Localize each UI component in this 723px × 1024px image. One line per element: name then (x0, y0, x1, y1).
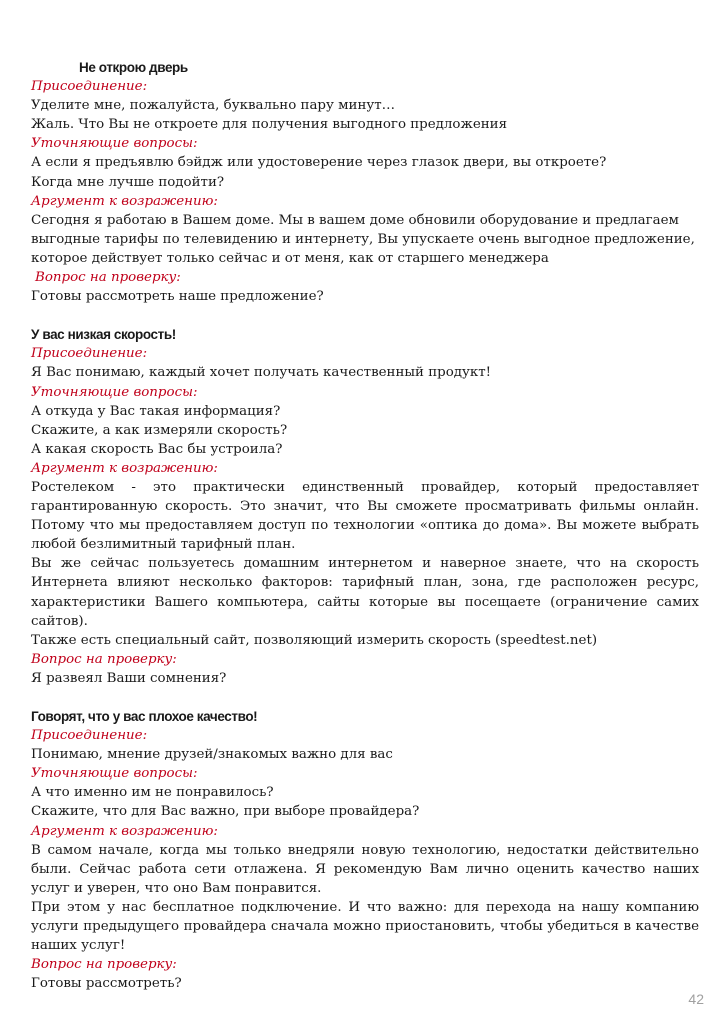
spacer (31, 688, 699, 707)
join-line: Жаль. Что Вы не откроете для получения выгодного предложения (31, 117, 508, 133)
section-title: У вас низкая скорость! (31, 327, 176, 343)
argument-paragraph: Также есть специальный сайт, позволяющий измерить скорость (speedtest.net) (31, 632, 598, 648)
label-check: Вопрос на проверку: (31, 957, 177, 973)
question-line: А какая скорость Вас бы устроила? (31, 441, 283, 457)
label-check: Вопрос на проверку: (35, 270, 181, 286)
question-line: Скажите, а как измеряли скорость? (31, 422, 288, 438)
label-questions: Уточняющие вопросы: (31, 136, 198, 152)
label-questions: Уточняющие вопросы: (31, 766, 198, 782)
label-join: Присоединение: (31, 728, 148, 744)
argument-paragraph: В самом начале, когда мы только внедряли новую технологию, недостатки действительно были. Сейчас работа сети отлажена. Я рекомендую Вам лично оценить качество наших услуг и уверен, что оно Вам понравится. (31, 842, 699, 896)
document-page (31, 58, 699, 993)
question-line: А если я предъявлю бэйдж или удостоверение через глазок двери, вы откроете? (31, 155, 607, 171)
question-line: А что именно им не понравилось? (31, 785, 274, 801)
label-argument: Аргумент к возражению: (31, 823, 218, 839)
label-questions: Уточняющие вопросы: (31, 384, 198, 400)
argument-paragraph: Ростелеком - это практически единственный провайдер, который предоставляет гарантированную скорость. Это значит, что Вы сможете просматривать фильмы онлайн. Потому что мы предоставляем доступ по технологии «оптика до дома». Вы можете выбрать любой безлимитный тарифный план. (31, 479, 699, 553)
label-argument: Аргумент к возражению: (31, 460, 218, 476)
label-join: Присоединение: (31, 346, 148, 362)
argument-paragraph: При этом у нас бесплатное подключение. И что важно: для перехода на нашу компанию услуги предыдущего провайдера сначала можно приостановить, чтобы убедиться в качестве наших услуг! (31, 899, 699, 954)
spacer (31, 306, 699, 325)
question-line: Когда мне лучше подойти? (31, 174, 225, 190)
join-line: Понимаю, мнение друзей/знакомых важно для вас (31, 747, 393, 763)
page-number: 42 (688, 991, 704, 1007)
question-line: А откуда у Вас такая информация? (31, 403, 281, 419)
argument-paragraph: Сегодня я работаю в Вашем доме. Мы в вашем доме обновили оборудование и предлагаем выгодные тарифы по телевидению и интернету, Вы упускаете очень выгодное предложение, которое действует только сейчас и от меня, как от старшего менеджера (31, 212, 695, 266)
check-line: Готовы рассмотреть? (31, 976, 182, 992)
label-argument: Аргумент к возражению: (31, 193, 218, 209)
check-line: Я развеял Ваши сомнения? (31, 670, 227, 686)
label-join: Присоединение: (31, 79, 148, 95)
question-line: Скажите, что для Вас важно, при выборе провайдера? (31, 804, 420, 820)
label-check: Вопрос на проверку: (31, 651, 177, 667)
check-line: Готовы рассмотреть наше предложение? (31, 289, 324, 305)
section-title: Говорят, что у вас плохое качество! (31, 709, 258, 724)
join-line: Я Вас понимаю, каждый хочет получать качественный продукт! (31, 365, 492, 381)
join-line: Уделите мне, пожалуйста, буквально пару минут… (31, 98, 396, 114)
argument-paragraph: Вы же сейчас пользуетесь домашним интернетом и наверное знаете, что на скорость Интернета влияют несколько факторов: тарифный план, зона, где расположен ресурс, характеристики Вашего компьютера, сайты которые вы посещаете (ограничение самих сайтов). (31, 556, 699, 629)
section-title: Не открою дверь (79, 60, 188, 75)
